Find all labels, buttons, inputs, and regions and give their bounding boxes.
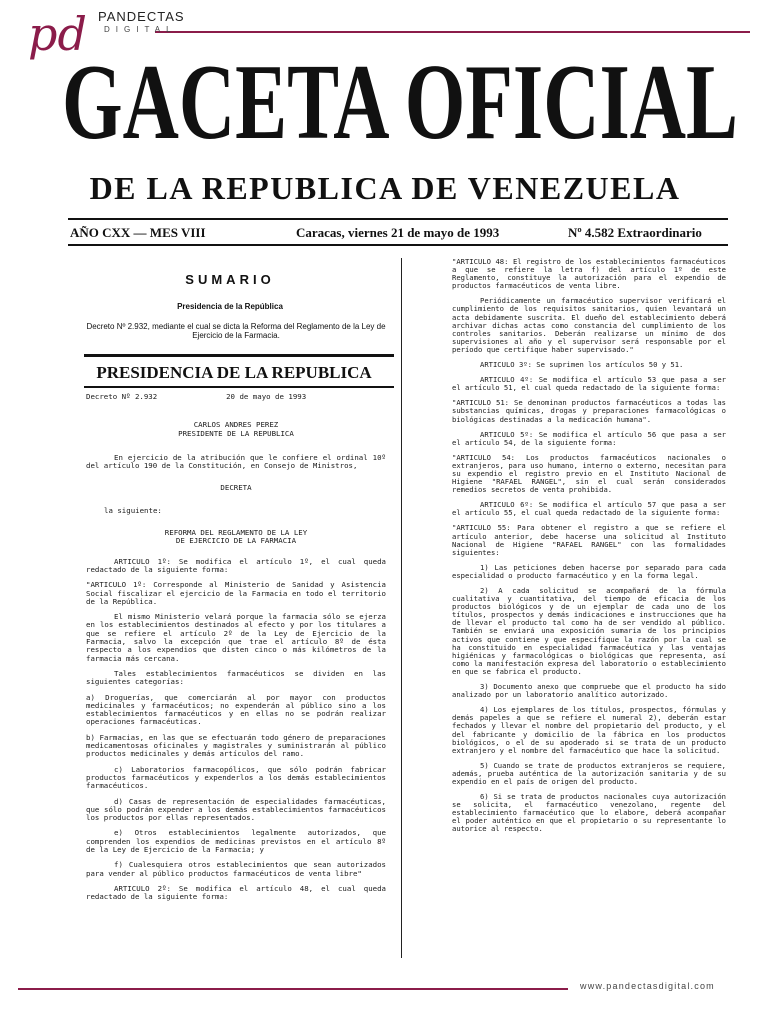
article-paragraph: ARTICULO 3º: Se suprimen los artículos 50 y 51. [480, 360, 684, 370]
column-divider [401, 258, 402, 958]
right-column [452, 258, 726, 841]
brand-name: PANDECTAS [98, 9, 185, 24]
article-paragraph: Periódicamente un farmacéutico supervisor verificará el cumplimiento de los requisitos sanitarios, quien levantará un acta debidamente suscrita. El dueño del establecimiento deberá archivar dichas actas como constancia del cumplimiento de los controles sanitarios. Deberán realizarse un mínimo de dos supervisiones al año y el supervisor será responsable por el período que certifique haber supervisado." [452, 296, 726, 354]
signatory-name: CARLOS ANDRES PEREZ [193, 420, 279, 430]
sumario-title: SUMARIO [185, 272, 275, 287]
signatory-title: PRESIDENTE DE LA REPUBLICA [178, 428, 294, 438]
article-paragraph: ARTICULO 5º: Se modifica el artículo 56 que pasa a ser el artículo 54, de la siguiente forma: [452, 429, 726, 447]
footer-url-link[interactable]: www.pandectasdigital.com [580, 981, 715, 991]
article-paragraph: "ARTICULO 54: Los productos farmacéuticos nacionales o extranjeros, para uso humano, interno o externo, necesitan para su expendio el registro previo en el Instituto Nacional de Higiene "RAFAEL RANGEL", sin el cual serán considerados remedios secretos de venta prohibida. [452, 452, 726, 495]
la-siguiente: la siguiente: [104, 505, 162, 515]
header-rule-top [68, 218, 728, 220]
article-paragraph: 6) Si se trata de productos nacionales cuya autorización se solicita, el farmacéutico venezolano, regente del establecimiento farmacéutico que lo elabore, deberá acompañar el poder auténtico en que el propietario o su representante lo autorice al respecto. [452, 792, 726, 834]
section-rule-top [84, 354, 394, 357]
article-paragraph: Tales establecimientos farmacéuticos se dividen en las siguientes categorías: [86, 668, 386, 687]
article-paragraph: "ARTICULO 48: El registro de los establecimientos farmacéuticos a que se refiere la letra f) del artículo 1º de este Reglamento, constituye la autorización para el expendio de productos farmacéuticos de venta libre. [452, 257, 726, 291]
decree-header [86, 393, 386, 401]
section-rule-bottom [84, 386, 394, 388]
masthead-subtitle: DE LA REPUBLICA DE VENEZUELA [89, 170, 681, 206]
decreta: DECRETA [220, 483, 252, 493]
article-paragraph: b) Farmacias, en las que se efectuarán todo género de preparaciones medicamentosas oficinales y magistrales y suministrarán al público productos medicinales y demás artículos del ramo. [86, 732, 386, 759]
article-paragraph: "ARTICULO 55: Para obtener el registro a que se refiere el artículo anterior, debe hacerse una solicitud al Instituto Nacional de Higiene "RAFAEL RANGEL" con las formalidades siguientes: [452, 523, 726, 557]
issue-number: Nº 4.582 Extraordinario [568, 225, 702, 240]
left-column [86, 393, 386, 908]
brand-rule [155, 31, 750, 33]
article-paragraph: ARTICULO 1º: Se modifica el artículo 1º, el cual queda redactado de la siguiente forma: [86, 556, 386, 574]
decree-date: 20 de mayo de 1993 [226, 392, 307, 401]
preamble: En ejercicio de la atribución que le confiere el ordinal 10º del artículo 190 de la Constitución, en Consejo de Ministros, [86, 452, 386, 471]
sumario-heading: Presidencia de la República [177, 302, 283, 311]
article-paragraph: El mismo Ministerio velará porque la farmacia sólo se ejerza en los establecimientos destinados al efecto y por los titulares a que se refiere el artículo 2º de la Ley de Ejercicio de la Farmacia, salvo la excepción que trae el artículo 8º de ésta respecto a los expendios que disten cinco o más kilómetros de la farmacia más cercana. [86, 612, 386, 663]
brand-subname: DIGITAL [104, 25, 177, 34]
footer-rule [18, 988, 568, 990]
article-paragraph: 5) Cuando se trate de productos extranjeros se requiere, además, prueba auténtica de la autorización sanitaria y de su expendio en el país de origen del producto. [452, 760, 726, 786]
masthead-title [60, 50, 740, 150]
article-paragraph: "ARTICULO 51: Se denominan productos farmacéuticos a todas las substancias químicas, drogas y preparaciones farmacológicas o biológicas destinadas a la medicación humana". [452, 398, 726, 424]
issue-place-date: Caracas, viernes 21 de mayo de 1993 [296, 225, 500, 240]
article-paragraph: f) Cualesquiera otros establecimientos que sean autorizados para vender al público productos farmacéuticos de venta libre" [86, 860, 386, 878]
issue-year-month: AÑO CXX — MES VIII [70, 225, 206, 240]
article-paragraph: ARTICULO 2º: Se modifica el artículo 48, el cual queda redactado de la siguiente forma: [86, 883, 386, 902]
article-paragraph: "ARTICULO 1º: Corresponde al Ministerio de Sanidad y Asistencia Social fiscalizar el ejercicio de la Farmacia en todo el territorio de la República. [86, 580, 386, 606]
sumario-entry: Decreto Nº 2.932, mediante el cual se dicta la Reforma del Reglamento de la Ley de Ejercicio de la Farmacia. [86, 322, 386, 340]
reform-title-1: REFORMA DEL REGLAMENTO DE LA LEY [164, 528, 308, 538]
article-paragraph: 3) Documento anexo que compruebe que el producto ha sido analizado por un laboratorio analítico autorizado. [452, 682, 726, 700]
article-paragraph: 4) Los ejemplares de los títulos, prospectos, fórmulas y demás papeles a que se refiere el numeral 2), deberán estar fechados y llevar el nombre del propietario del producto, y el del fabricante y domicilio de la fábrica en los productos biológicos, o el de su apoderado si se trata de un producto extranjero y el nombre del farmacéutico que hace la solicitud. [452, 705, 726, 755]
article-paragraph: d) Casas de representación de especialidades farmacéuticas, que sólo podrán expender a los demás establecimientos farmacéuticos los productos por ellas representados. [86, 796, 386, 823]
reform-title-2: DE EJERCICIO DE LA FARMACIA [175, 536, 297, 546]
masthead-title-text: GACETA OFICIAL [62, 50, 738, 150]
article-paragraph: 1) Las peticiones deben hacerse por separado para cada especialidad o producto farmacéutico y en la forma legal. [452, 562, 726, 580]
article-paragraph: ARTICULO 4º: Se modifica el artículo 53 que pasa a ser el artículo 51, el cual queda redactado de la siguiente forma: [452, 375, 726, 393]
article-paragraph: 2) A cada solicitud se acompañará de la fórmula cualitativa y cuantitativa, del tiempo de eficacia de los productos biológicos y de un ejemplar de cada uno de los títulos, prospectos y demás indicaciones e instrucciones que ha de llevar el producto tal como ha de ser vendido al público. También se enviará una exposición sumaria de los principios activos que contiene y que especifique la razón por la cual se ha constituido en especialidad farmacéutica y las ventajas higiénicas y farmacológicas o biológicas que representa, así como la manifestación expresa del laboratorio o establecimiento en que se fabrica el producto. [452, 586, 726, 676]
svg-text:pd: pd [28, 7, 87, 61]
header-rule-bottom [68, 244, 728, 246]
article-paragraph: a) Droguerías, que comerciarán al por mayor con productos medicinales y farmacéuticos; no expenderán al público sino a los establecimientos farmacéuticos y en ellas no se podrán realizar operaciones farmacéuticas. [86, 692, 386, 727]
section-title: PRESIDENCIA DE LA REPUBLICA [96, 363, 372, 382]
decree-number: Decreto Nº 2.932 [86, 392, 158, 401]
article-paragraph: e) Otros establecimientos legalmente autorizados, que comprenden los expendios de medicinas previstos en el artículo 8º de la Ley de Ejercicio de la Farmacia; y [86, 828, 386, 854]
article-paragraph: c) Laboratorios farmacopólicos, que sólo podrán fabricar productos farmacéuticos y expenderlos a los demás establecimientos farmacéuticos. [86, 764, 386, 791]
article-paragraph: ARTICULO 6º: Se modifica el artículo 57 que pasa a ser el artículo 55, el cual queda redactado de la siguiente forma: [452, 500, 726, 518]
